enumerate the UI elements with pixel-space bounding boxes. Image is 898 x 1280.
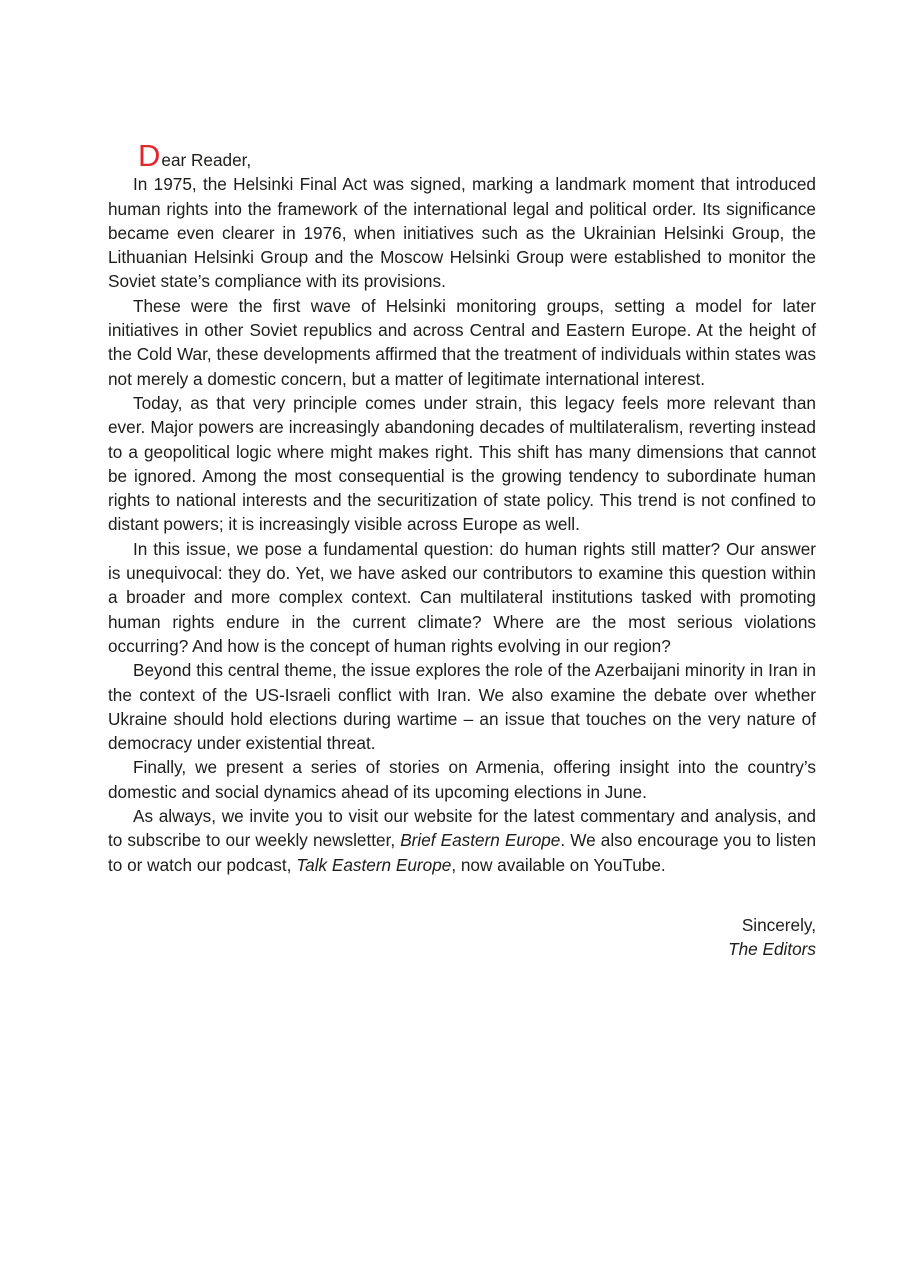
closing-text: Sincerely, bbox=[741, 914, 816, 935]
paragraph-7-text-a: As always, we invite you to visit our website for the latest commentary and analysis, and to subscribe to our weekly newsletter, bbox=[108, 806, 816, 851]
podcast-title: Talk Eastern Europe bbox=[296, 854, 452, 875]
paragraph-7-text-b: . We also encourage you to listen to or watch our podcast, bbox=[108, 830, 817, 875]
paragraph-1: In 1975, the Helsinki Final Act was signed, marking a landmark moment that introduced human rights into the framework of the international legal and political order. Its significance became even clearer in 1976, when initiatives such as the Ukrainian Helsinki Group, the Lithuanian Helsinki Group and the Moscow Helsinki Group were established to monitor the Soviet state’s compliance with its provisions. bbox=[108, 174, 816, 292]
salutation bbox=[108, 138, 816, 173]
paragraph-2: These were the first wave of Helsinki monitoring groups, setting a model for later initiatives in other Soviet republics and across Central and Eastern Europe. At the height of the Cold War, these developments affirmed that the treatment of individuals within states was not merely a domestic concern, but a matter of legitimate international interest. bbox=[108, 295, 816, 389]
closing-block bbox=[108, 913, 816, 961]
drop-cap: D bbox=[138, 138, 161, 173]
paragraph-4: In this issue, we pose a fundamental question: do human rights still matter? Our answer is unequivocal: they do. Yet, we have asked our contributors to examine this question within a broader and more complex context. Can multilateral institutions tasked with promoting human rights endure in the current climate? Where are the most serious violations occurring? And how is the concept of human rights evolving in our region? bbox=[108, 538, 816, 656]
signature: The Editors bbox=[728, 938, 816, 959]
salutation-text: ear Reader, bbox=[161, 150, 252, 170]
paragraph-6: Finally, we present a series of stories on Armenia, offering insight into the country’s domestic and social dynamics ahead of its upcoming elections in June. bbox=[108, 757, 816, 802]
paragraph-7 bbox=[108, 804, 816, 877]
newsletter-title: Brief Eastern Europe bbox=[400, 830, 561, 851]
paragraph-3: Today, as that very principle comes under strain, this legacy feels more relevant than ever. Major powers are increasingly abandoning decades of multilateralism, reverting instead to a geopolitical logic where might makes right. This shift has many dimensions that cannot be ignored. Among the most consequential is the growing tendency to subordinate human rights to national interests and the securitization of state policy. This trend is not confined to distant powers; it is increasingly visible across Europe as well. bbox=[108, 392, 816, 535]
paragraph-7-text-c: , now available on YouTube. bbox=[451, 854, 666, 875]
letter bbox=[108, 138, 817, 961]
paragraph-5: Beyond this central theme, the issue explores the role of the Azerbaijani minority in Iran in the context of the US-Israeli conflict with Iran. We also examine the debate over whether Ukraine should hold elections during wartime – an issue that touches on the very nature of democracy under existential threat. bbox=[108, 660, 816, 754]
